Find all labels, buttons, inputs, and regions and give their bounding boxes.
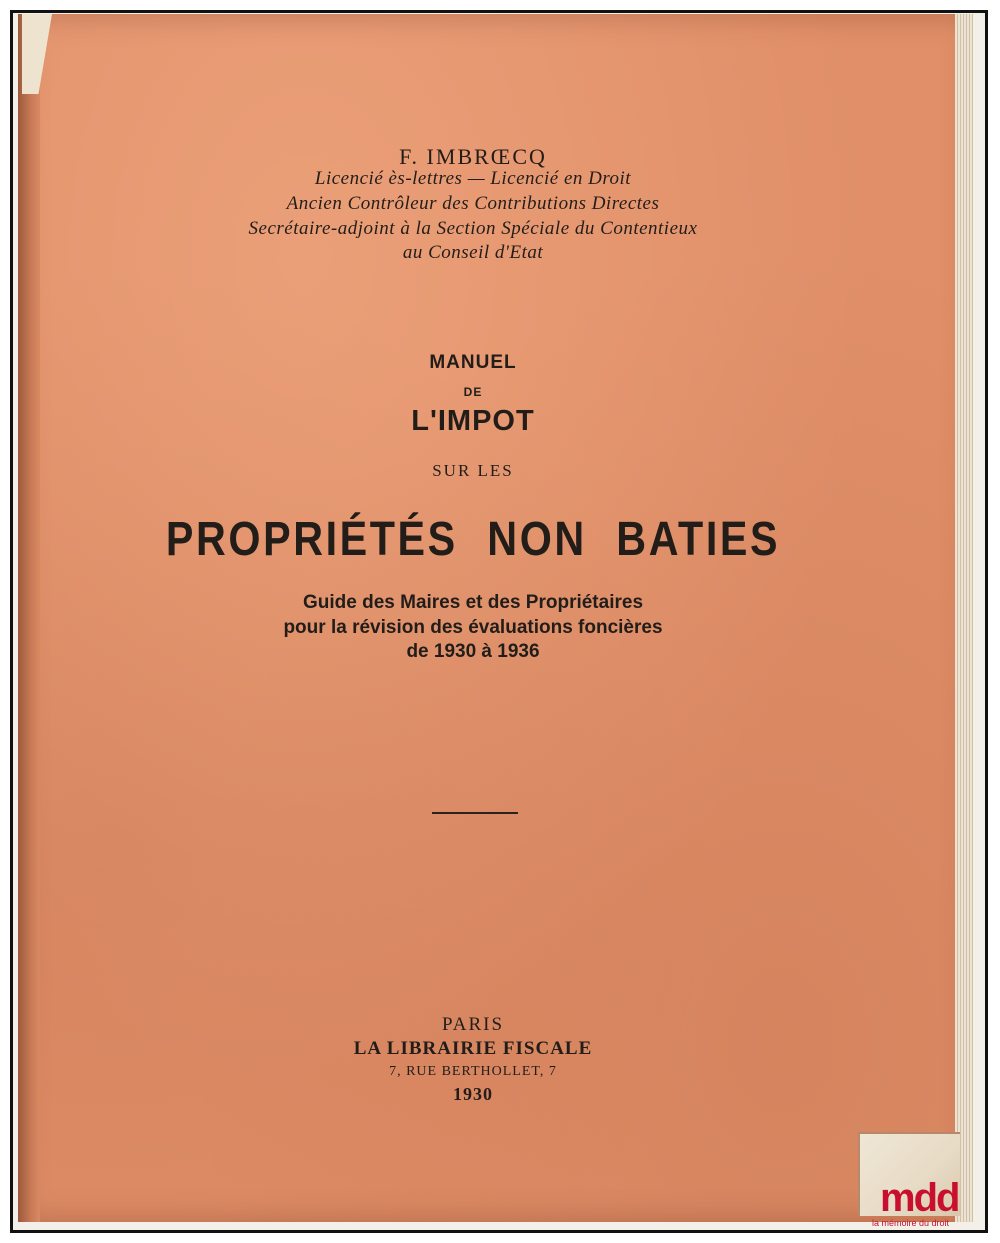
author-credential: Secrétaire-adjoint à la Section Spéciale du Contentieux [248,218,698,239]
author-credential: au Conseil d'Etat [402,242,544,263]
title-line-de: DE [463,385,483,399]
divider-rule [432,812,518,814]
title-line-impot: L'IMPOT [411,405,535,437]
library-watermark-logo [872,1176,990,1238]
watermark-tagline: la mémoire du droit [872,1218,950,1228]
subtitle-line: pour la révision des évaluations foncières [283,617,663,638]
author-credential: Licencié ès-lettres — Licencié en Droit [314,168,632,189]
watermark-mark: mdd [880,1176,959,1220]
title-line-manuel: MANUEL [429,352,517,373]
imprint-address: 7, RUE BERTHOLLET, 7 [389,1064,557,1079]
author-credential: Ancien Contrôleur des Contributions Directes [286,193,660,214]
subtitle-line: de 1930 à 1936 [406,641,540,662]
page-edges [955,14,973,1222]
imprint-year: 1930 [453,1084,493,1104]
imprint-publisher: LA LIBRAIRIE FISCALE [353,1038,593,1059]
author-name: F. IMBRŒCQ [399,144,547,169]
imprint-city: PARIS [441,1014,505,1035]
main-title: PROPRIÉTÉS NON BATIES [165,513,781,566]
title-line-sur-les: SUR LES [432,461,514,480]
subtitle-line: Guide des Maires et des Propriétaires [302,592,644,613]
